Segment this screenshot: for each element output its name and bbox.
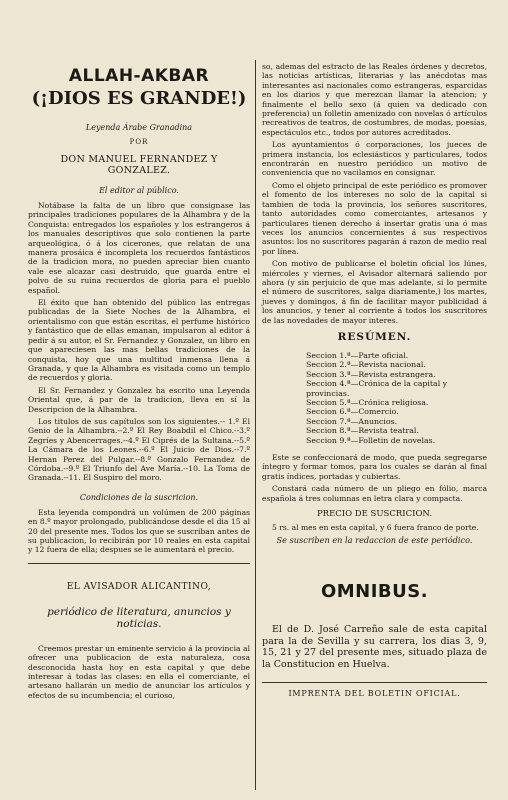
left-divider	[28, 563, 250, 564]
left-paragraph-1: Notábase la falta de un libro que consignase las principales tradiciones populares de la Alhambra y de la Conquista: entregados los españoles y los estrangeros á los manuales descriptivos que solo contienen la parte arqueológica, ó á los cicerones, que relatan de una manera prosáica é incompleta los recuerdos fantásticos de la tradicion mora, no pueden apreciar bien cuanto vale ese alcazar casi destruido, que guarda entre el polvo de su ruina recuerdos de gloria para el pueblo español.	[28, 201, 250, 295]
seccion-item: Seccion 6.ª—Comercio.	[306, 407, 399, 417]
left-body-2	[28, 508, 250, 555]
right-body-1	[262, 62, 487, 325]
right-column	[262, 62, 487, 698]
left-paragraph-4: Los titulos de sus capítulos son los siguientes.-- 1.º El Genio de la Alhambra.--2.º El Rey Boabdil el Chico.--3.º Zegríes y Abencerrages.--4.º El Ciprés de la Sultana.--5.º La Cámara de los Leones.--6.º El Juicio de Dios.--7.º Hernan Perez del Pulgar.--8.º Gonzalo Fernandez de Córdoba.--9.º El Triunfo del Ave María.--10. La Toma de Granada.--11. El Suspiro del moro.	[28, 416, 250, 483]
seccion-item: Seccion 5.ª—Crónica religiosa.	[306, 398, 429, 407]
editor-heading: El editor al público.	[99, 186, 179, 195]
left-paragraph-3: El Sr. Fernandez y Gonzalez ha escrito una Leyenda Oriental que, á par de la tradicion, lleva en sí la Descripcion de la Alhambra.	[28, 385, 250, 414]
secciones-list	[306, 351, 487, 445]
precio-heading: PRECIO DE SUSCRICION.	[316, 509, 433, 520]
right-paragraph-6: Constará cada número de un pliego en fólio, marca española á tres columnas en letra clara y compacta.	[262, 484, 487, 503]
omnibus-paragraph: El de D. José Carreño sale de esta capital para la de Sevilla y su carrera, los dias 3, 9, 15, 21 y 27 del presente mes, situado plaza de la Constitucion en Huelva.	[262, 624, 487, 670]
left-paragraph-6: Creemos prestar un eminente servicio á la provincia al ofrecer una publicacion de esta naturaleza, cosa desconocida hasta hoy en esta capital y que debe interesar á todas las clases: en ella el comerciante, el artesano hallarán un medio de anunciar los artículos y efectos de su incumbencia; el curioso,	[28, 643, 250, 700]
right-paragraph-3: Como el objeto principal de este periódico es promover el fomento de los intereses no solo de la capital si tambien de toda la provincia, los señores suscritores, tanto autoridades como comerciantes, artesanos y particulares tienen derecho á insertar gratis una ó mas veces los anuncios concernientes á sus respectivos asuntos: los no suscritores pagarán á razon de medio real por línea.	[262, 180, 487, 256]
left-body-3	[28, 644, 250, 700]
right-paragraph-2: Los ayuntamientos ó corporaciones, los jueces de primera instancia, los eclesiásticos y particulares, todos encontrarán en nuestro periódico un motivo de conveniencia que no vacilamos en consignar.	[262, 140, 487, 178]
right-paragraph-5: Este se confeccionará de modo, que pueda segregarse íntegro y formar tomos, para los cuales se darán al final gratis índices, portadas y cubiertas.	[262, 453, 487, 481]
dios-es-grande-title: (¡DIOS ES GRANDE!)	[31, 88, 247, 109]
seccion-item: Seccion 4.ª—Crónica de la capital y provincias.	[306, 379, 448, 398]
right-body-2	[262, 453, 487, 503]
right-paragraph-7: 5 rs. al mes en esta capital, y 6 fuera franco de porte.	[272, 523, 479, 533]
omnibus-body	[262, 624, 487, 670]
left-body-1	[28, 201, 250, 483]
column-rule	[255, 60, 256, 790]
seccion-item: Seccion 9.ª—Folletin de novelas.	[306, 435, 436, 445]
por-label: POR	[129, 138, 149, 146]
imprenta-footer: IMPRENTA DEL BOLETIN OFICIAL.	[288, 689, 461, 699]
seccion-item: Seccion 2.ª—Revista nacional.	[306, 360, 426, 370]
right-body-3	[262, 523, 487, 532]
seccion-item: Seccion 1.ª—Parte oficial.	[306, 350, 409, 360]
allah-akbar-title: ALLAH-AKBAR	[68, 66, 210, 86]
seccion-item: Seccion 7.ª—Anuncios.	[306, 416, 398, 426]
leyenda-subtitle: Leyenda Árabe Granadina	[85, 123, 193, 132]
resumen-heading: RESÚMEN.	[337, 330, 412, 343]
left-paragraph-2: El éxito que han obtenido del público las entregas publicadas de la Siete Noches de la Alhambra, el orientalismo con que están escritas, el perfume histórico y fantástico que de ellas emanan, impulsaron al editor á pedir á su autor, el Sr. Fernandez y Gonzalez, un libro en que apareciesen las mas bellas tradiciones de la conquista, hoy que una multitud inmensa llena á Granada, y que la Alhambra es visitada como un templo de recuerdos y gloria.	[28, 298, 250, 383]
imprenta-divider	[262, 682, 487, 683]
left-paragraph-5: Esta leyenda compondrá un volúmen de 200 páginas en 8.º mayor prolongado, publicándose desde el dia 15 al 20 del presente mes. Todos los que se suscriban antes de su publicacion, lo recibirán por 10 reales en esta capital y 12 fuera de ella; despues se le aumentará el precio.	[28, 507, 250, 555]
author-name: DON MANUEL FERNANDEZ Y GONZALEZ.	[60, 154, 218, 176]
seccion-item: Seccion 3.ª—Revista estrangera.	[306, 369, 436, 379]
avisador-heading: EL AVISADOR ALICANTINO,	[66, 581, 212, 592]
right-paragraph-1: so, ademas del estracto de las Reales órdenes y decretos, las noticias artísticas, literarias y las anécdotas mas interesantes asi nacionales como estrangeras, esparcidas en los diarios y que merezcan llamar la atencion; y finalmente el bello sexo (á quien va dedicado con preferencia) un folletin amenizado con novelas ó artículos recreativos de teatros, de costumbres, de modas, poesías, espectáculos etc., todos por autores acreditados.	[262, 62, 487, 137]
seccion-item: Seccion 8.ª—Revista teatral.	[306, 426, 419, 436]
right-paragraph-4: Con motivo de publicarse el boletin oficial los lúnes, miércoles y viernes, el Avisador alternará saliendo por ahora (y sin perjuicio de que mas adelante, si lo permite el número de suscritores, salga diariamente,) los martes, jueves y domingos, á fin de facilitar mayor publicidad á los anuncios, y tener al corriente á todos los suscritores de las novedades de mayor interes.	[262, 259, 487, 325]
conditions-heading: Condiciones de la suscricion.	[79, 492, 199, 502]
omnibus-heading: OMNIBUS.	[320, 581, 429, 603]
periodico-subheading: periódico de literatura, anuncios y noticias.	[47, 605, 231, 630]
se-suscriben-line: Se suscriben en la redaccion de este periódico.	[276, 535, 473, 546]
left-column	[28, 60, 250, 703]
